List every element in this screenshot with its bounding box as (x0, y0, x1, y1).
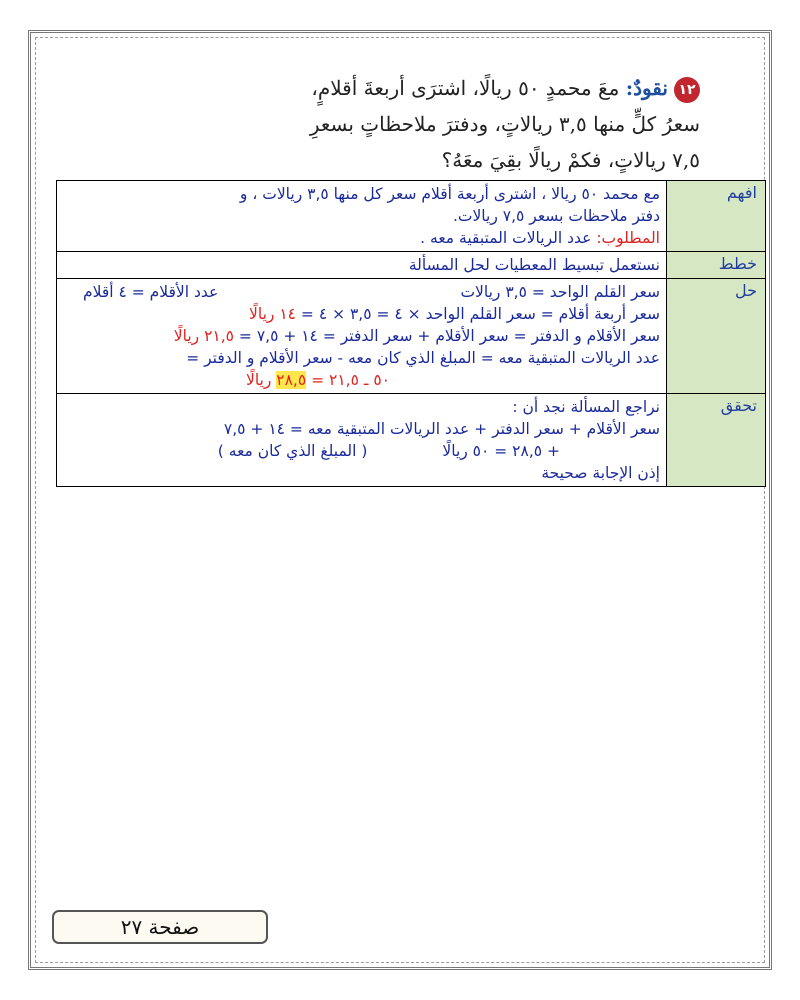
check-line-3b: ( المبلغ الذي كان معه ) (217, 442, 368, 460)
plan-content: نستعمل تبسيط المعطيات لحل المسألة (57, 252, 667, 279)
understand-line-1: مع محمد ٥٠ ريالا ، اشترى أربعة أقلام سعر كل منها ٣,٥ ريالات ، و (239, 185, 660, 203)
required-label: المطلوب: (596, 229, 660, 247)
total-result: ٢١,٥ ريالًا (173, 327, 234, 345)
understand-row (57, 181, 766, 252)
problem-line-1 (140, 70, 700, 106)
problem-line-2: سعرُ كلٍّ منها ٣,٥ ريالاتٍ، ودفترَ ملاحظاتٍ بسعرِ (309, 112, 700, 136)
problem-title: نقودٌ: (625, 76, 668, 100)
check-label: تحقق (667, 394, 766, 487)
solve-content (57, 279, 667, 394)
four-pens-line (63, 303, 660, 325)
understand-label: افهم (667, 181, 766, 252)
plan-row (57, 252, 766, 279)
solve-givens-line (63, 281, 660, 303)
check-line-4: إذن الإجابة صحيحة (541, 464, 660, 482)
check-content (57, 394, 667, 487)
total-text: سعر الأقلام و الدفتر = سعر الأقلام + سعر الدفتر = ١٤ + ٧,٥ = (233, 327, 660, 345)
check-line-1: نراجع المسألة نجد أن : (512, 398, 660, 416)
remaining-calc-line (63, 369, 660, 391)
remaining-line: عدد الريالات المتبقية معه = المبلغ الذي كان معه - سعر الأقلام و الدفتر = (186, 349, 660, 367)
remaining-result: ٢٨,٥ (276, 371, 307, 389)
problem-text-1: معَ محمدٍ ٥٠ ريالًا، اشترَى أربعةَ أقلامٍ، (311, 76, 620, 100)
understand-content (57, 181, 667, 252)
problem-line-3: ٧,٥ ريالاتٍ، فكمْ ريالًا بقِيَ معَهُ؟ (441, 148, 700, 172)
check-row (57, 394, 766, 487)
pen-price: سعر القلم الواحد = ٣,٥ ريالات (460, 283, 660, 301)
problem-number-badge: ١٢ (674, 77, 700, 103)
page-number-label: صفحة ٢٧ (52, 910, 268, 944)
four-pens-result: ١٤ ريالًا (249, 305, 296, 323)
remaining-calc: ٥٠ ـ ٢١,٥ = (306, 371, 390, 389)
required-text: عدد الريالات المتبقية معه . (420, 229, 597, 247)
pens-count: عدد الأقلام = ٤ أقلام (83, 283, 219, 301)
check-line-3 (63, 440, 660, 462)
understand-line-2: دفتر ملاحظات بسعر ٧,٥ ريالات. (452, 207, 660, 225)
plan-label: خطط (667, 252, 766, 279)
problem-statement (140, 70, 700, 178)
remaining-unit: ريالًا (245, 371, 277, 389)
four-pens-text: سعر أربعة أقلام = سعر القلم الواحد × ٤ = ٣,٥ × ٤ = (295, 305, 660, 323)
check-line-2: سعر الأقلام + سعر الدفتر + عدد الريالات المتبقية معه = ١٤ + ٧,٥ (223, 420, 660, 438)
solve-label: حل (667, 279, 766, 394)
solve-row (57, 279, 766, 394)
solution-table (56, 180, 766, 487)
total-line (63, 325, 660, 347)
check-line-3a: + ٢٨,٥ = ٥٠ ريالًا (442, 442, 560, 460)
required-line (63, 227, 660, 249)
